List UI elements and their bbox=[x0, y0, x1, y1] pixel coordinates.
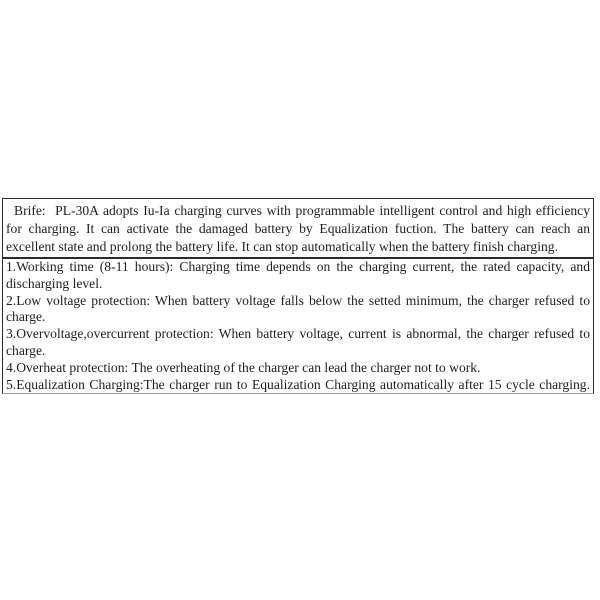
feature-5-line-1: 5.Equalization Charging:The charger run to Equalization Charging automatically after 15 cycle charging. bbox=[6, 376, 590, 392]
feature-2-line-2: charge. bbox=[6, 309, 46, 325]
feature-3-line-2: charge. bbox=[6, 342, 46, 358]
brief-line-2: for charging. It can activate the damaged battery by Equalization fuction. The battery can reach an bbox=[6, 220, 590, 236]
feature-4-line-1: 4.Overheat protection: The overheating of the charger can lead the charger not to work. bbox=[6, 359, 481, 375]
feature-2-line-1: 2.Low voltage protection: When battery voltage falls below the setted minimum, the charger refused to bbox=[6, 292, 590, 308]
brief-line-3: excellent state and prolong the battery life. It can stop automatically when the battery finish charging. bbox=[6, 238, 559, 254]
feature-3-line-1: 3.Overvoltage,overcurrent protection: When battery voltage, current is abnormal, the charger refused to bbox=[6, 326, 590, 342]
product-description-table bbox=[2, 198, 594, 394]
feature-1-line-1: 1.Working time (8-11 hours): Charging time depends on the charging current, the rated capacity, and bbox=[6, 259, 590, 274]
brief-section bbox=[2, 198, 594, 259]
features-section bbox=[2, 259, 594, 394]
feature-1-line-2: discharging level. bbox=[6, 275, 103, 291]
brief-line-1: Brife: PL-30A adopts Iu-Ia charging curves with programmable intelligent control and high efficiency bbox=[14, 202, 590, 218]
